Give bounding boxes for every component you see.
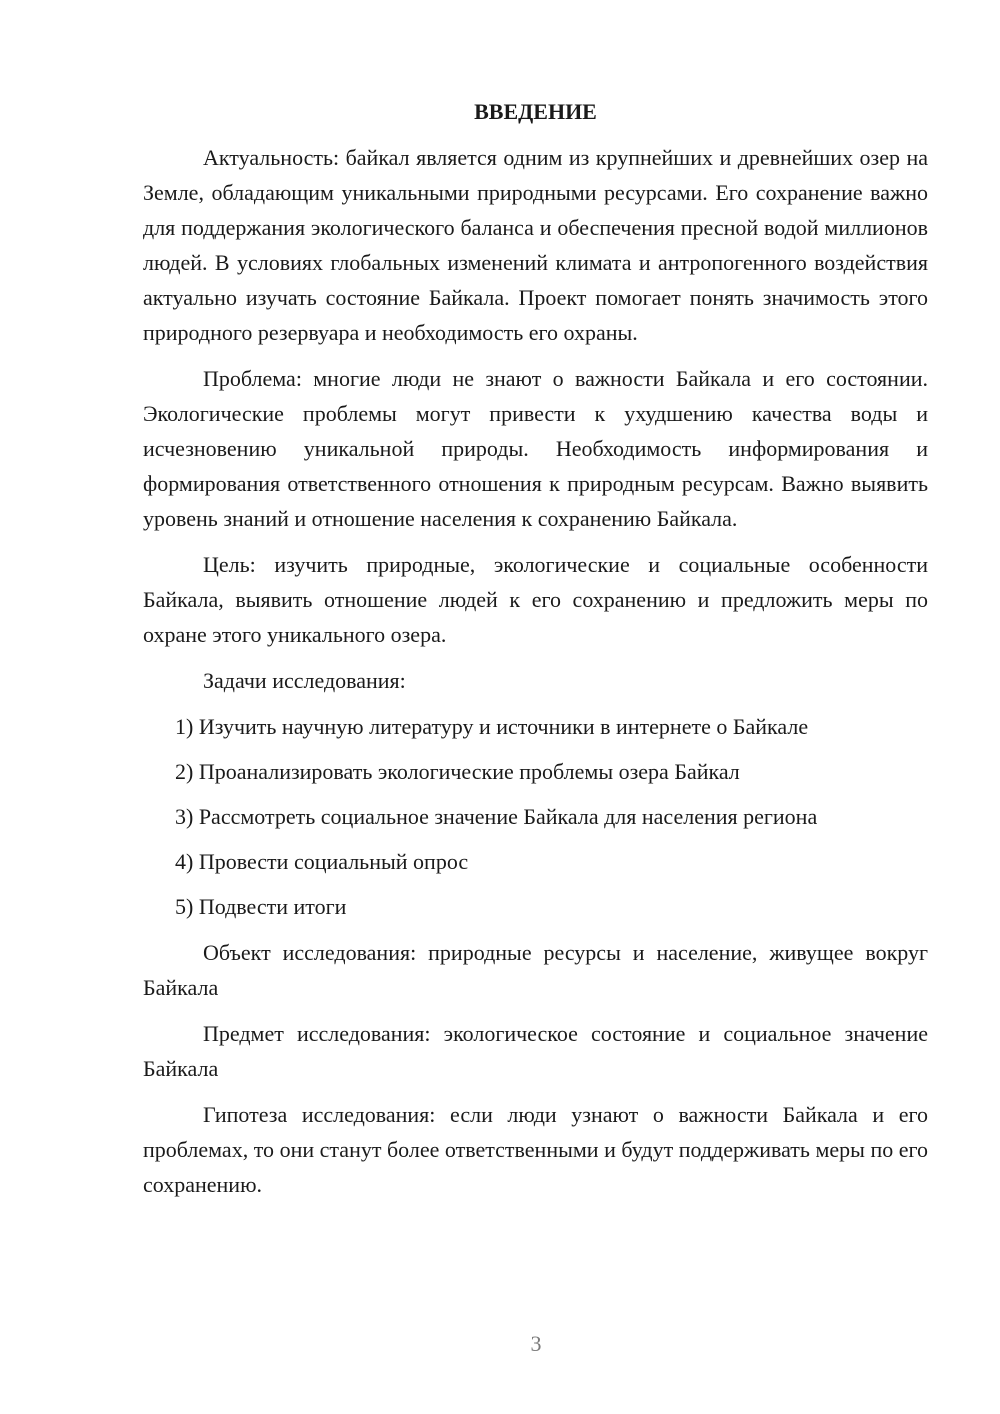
goal-paragraph: Цель: изучить природные, экологические и социальные особенности Байкала, выявить отношение людей к его сохранению и предложить меры по охране этого уникального озера. bbox=[143, 552, 928, 647]
page-content bbox=[143, 94, 928, 1213]
list-item: 5) Подвести итоги bbox=[175, 894, 347, 919]
list-item: 2) Проанализировать экологические проблемы озера Байкал bbox=[175, 759, 740, 784]
problem-paragraph: Проблема: многие люди не знают о важности Байкала и его состоянии. Экологические проблемы могут привести к ухудшению качества воды и исчезновению уникальной природы. Необходимость информирования и формирования ответственного отношения к природным ресурсам. Важно выявить уровень знаний и отношение населения к сохранению Байкала. bbox=[143, 366, 928, 531]
page-number: 3 bbox=[530, 1331, 542, 1356]
tasks-list bbox=[143, 709, 928, 924]
list-item: 3) Рассмотреть социальное значение Байкала для населения региона bbox=[175, 804, 818, 829]
tasks-heading: Задачи исследования: bbox=[203, 668, 406, 693]
list-item: 4) Провести социальный опрос bbox=[175, 849, 469, 874]
object-paragraph: Объект исследования: природные ресурсы и население, живущее вокруг Байкала bbox=[143, 940, 928, 1000]
relevance-paragraph: Актуальность: байкал является одним из крупнейших и древнейших озер на Земле, обладающим уникальными природными ресурсами. Его сохранение важно для поддержания экологического баланса и обеспечения пресной водой миллионов людей. В условиях глобальных изменений климата и антропогенного воздействия актуально изучать состояние Байкала. Проект помогает понять значимость этого природного резервуара и необходимость его охраны. bbox=[143, 145, 928, 345]
hypothesis-paragraph: Гипотеза исследования: если люди узнают о важности Байкала и его проблемах, то они станут более ответственными и будут поддерживать меры по его сохранению. bbox=[143, 1102, 928, 1197]
list-item: 1) Изучить научную литературу и источники в интернете о Байкале bbox=[175, 714, 809, 739]
section-heading: ВВЕДЕНИЕ bbox=[474, 99, 597, 124]
subject-paragraph: Предмет исследования: экологическое состояние и социальное значение Байкала bbox=[143, 1021, 928, 1081]
